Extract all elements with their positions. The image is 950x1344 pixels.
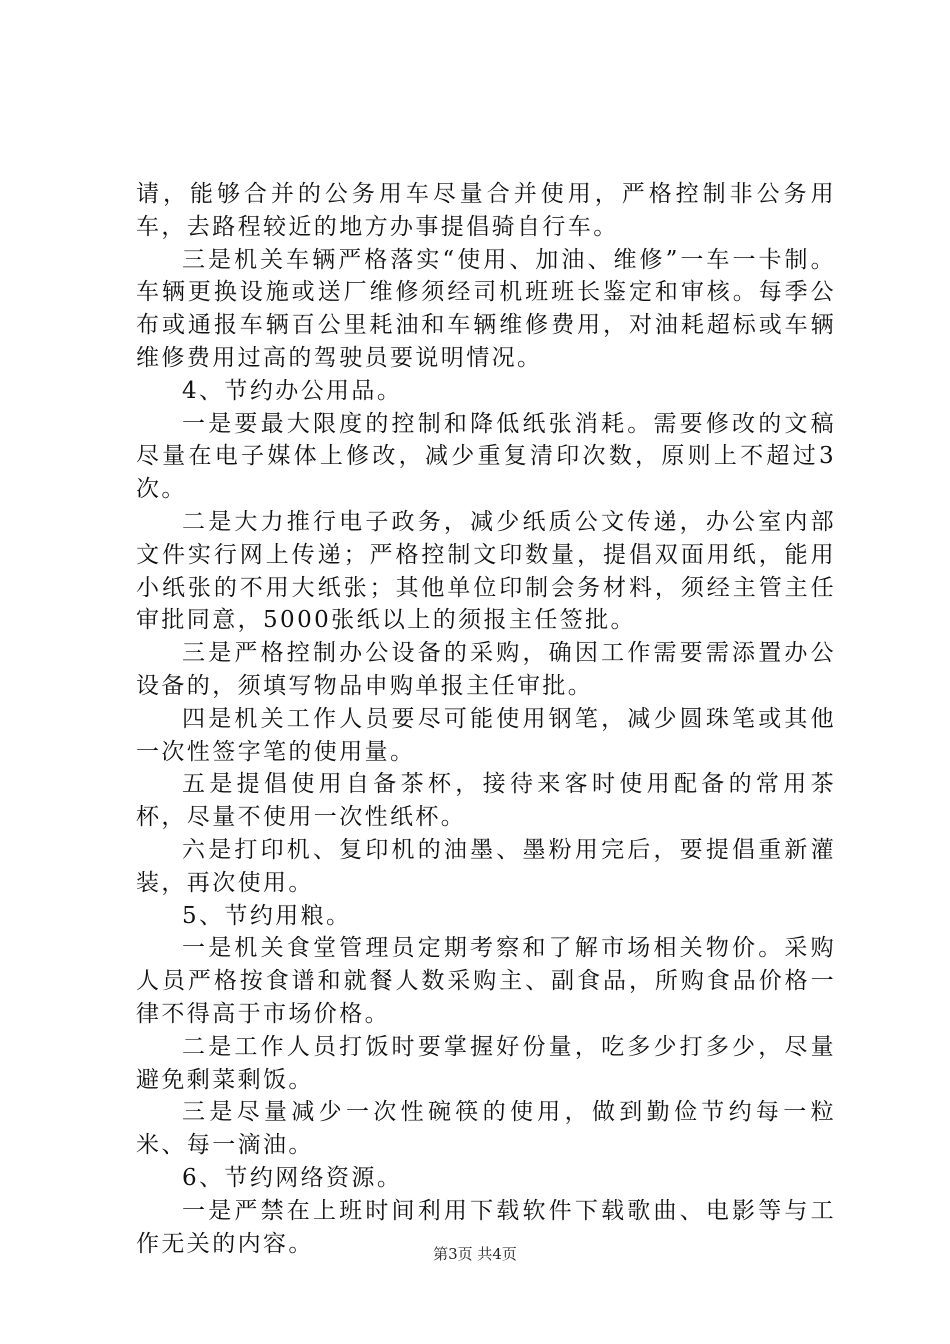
paragraph-disposable-chopsticks: 三是尽量减少一次性碗筷的使用，做到勤俭节约每一粒米、每一滴油。 bbox=[136, 1099, 836, 1159]
paragraph-cups: 五是提倡使用自备茶杯，接待来客时使用配备的常用茶杯，尽量不使用一次性纸杯。 bbox=[136, 771, 836, 831]
section-heading-network: 6、节约网络资源。 bbox=[182, 1164, 403, 1191]
paragraph-portion: 二是工作人员打饭时要掌握好份量，吃多少打多少，尽量避免剩菜剩饭。 bbox=[136, 1033, 836, 1093]
section-heading-office-supplies: 4、节约办公用品。 bbox=[182, 377, 403, 404]
paragraph-e-government: 二是大力推行电子政务，减少纸质公文传递，办公室内部文件实行网上传递；严格控制文印数量，提倡双面用纸，能用小纸张的不用大纸张；其他单位印制会务材料，须经主管主任审批同意，5000张纸以上的须报主任签批。 bbox=[136, 508, 836, 634]
paragraph-canteen-purchase: 一是机关食堂管理员定期考察和了解市场相关物价。采购人员严格按食谱和就餐人数采购主、副食品，所购食品价格一律不得高于市场价格。 bbox=[136, 935, 836, 1027]
paragraph-equipment-purchase: 三是严格控制办公设备的采购，确因工作需要需添置办公设备的，须填写物品申购单报主任审批。 bbox=[136, 640, 836, 699]
paragraph-paper-consumption: 一是要最大限度的控制和降低纸张消耗。需要修改的文稿尽量在电子媒体上修改，减少重复清印次数，原则上不超过3次。 bbox=[136, 410, 836, 503]
paragraph-vehicle-card: 三是机关车辆严格落实“使用、加油、维修”一车一卡制。车辆更换设施或送厂维修须经司机班班长鉴定和审核。每季公布或通报车辆百公里耗油和车辆维修费用，对油耗超标或车辆维修费用过高的驾驶员要说明情况。 bbox=[136, 246, 836, 371]
page-number-footer: 第3页 共4页 bbox=[433, 1245, 517, 1263]
paragraph-download-ban: 一是严禁在上班时间利用下载软件下载歌曲、电影等与工作无关的内容。 bbox=[136, 1197, 836, 1257]
document-body bbox=[136, 178, 836, 1260]
paragraph-pens: 四是机关工作人员要尽可能使用钢笔，减少圆珠笔或其他一次性签字笔的使用量。 bbox=[136, 705, 836, 765]
paragraph-continuation: 请，能够合并的公务用车尽量合并使用，严格控制非公务用车，去路程较近的地方办事提倡骑自行车。 bbox=[136, 181, 836, 240]
paragraph-ink-refill: 六是打印机、复印机的油墨、墨粉用完后，要提倡重新灌装，再次使用。 bbox=[136, 836, 836, 896]
section-heading-food: 5、节约用粮。 bbox=[182, 902, 352, 929]
